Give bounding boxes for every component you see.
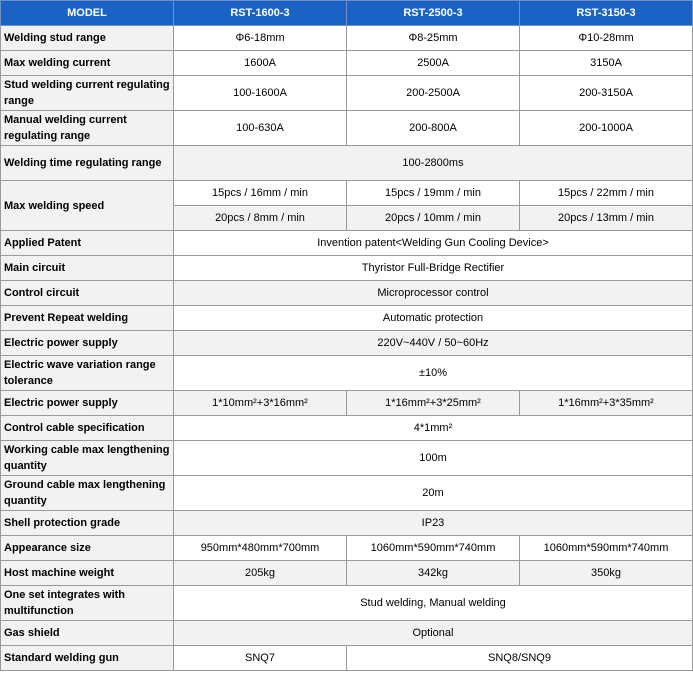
cell: 1060mm*590mm*740mm <box>347 536 520 561</box>
row-label: Max welding speed <box>1 181 174 231</box>
row-label: Manual welding current regulating range <box>1 111 174 146</box>
row-power-cable <box>1 391 693 416</box>
cell: 15pcs / 16mm / min <box>174 181 347 206</box>
row-label: Max welding current <box>1 51 174 76</box>
cell: IP23 <box>174 511 693 536</box>
row-appearance <box>1 536 693 561</box>
row-main-circuit <box>1 256 693 281</box>
cell: 1*16mm²+3*35mm² <box>520 391 693 416</box>
cell: 100-2800ms <box>174 146 693 181</box>
cell: 200-1000A <box>520 111 693 146</box>
cell: 1060mm*590mm*740mm <box>520 536 693 561</box>
row-label: Ground cable max lengthening quantity <box>1 476 174 511</box>
cell: 20pcs / 13mm / min <box>520 206 693 231</box>
cell: 200-2500A <box>347 76 520 111</box>
cell: Φ6-18mm <box>174 26 347 51</box>
cell: ±10% <box>174 356 693 391</box>
cell: 200-3150A <box>520 76 693 111</box>
cell: 3150A <box>520 51 693 76</box>
cell: Φ8-25mm <box>347 26 520 51</box>
row-welding-gun <box>1 646 693 671</box>
row-stud-range <box>1 26 693 51</box>
cell: 2500A <box>347 51 520 76</box>
cell: Invention patent<Welding Gun Cooling Device> <box>174 231 693 256</box>
cell: 220V~440V / 50~60Hz <box>174 331 693 356</box>
row-power-supply <box>1 331 693 356</box>
cell: Thyristor Full-Bridge Rectifier <box>174 256 693 281</box>
cell: 4*1mm² <box>174 416 693 441</box>
row-stud-current-range <box>1 76 693 111</box>
row-label: Control cable specification <box>1 416 174 441</box>
row-shell-grade <box>1 511 693 536</box>
row-label: Working cable max lengthening quantity <box>1 441 174 476</box>
row-label: Appearance size <box>1 536 174 561</box>
cell: 20m <box>174 476 693 511</box>
row-label: Welding stud range <box>1 26 174 51</box>
row-label: Shell protection grade <box>1 511 174 536</box>
cell: 205kg <box>174 561 347 586</box>
row-label: Electric power supply <box>1 331 174 356</box>
row-label: Electric wave variation range tolerance <box>1 356 174 391</box>
row-label: Electric power supply <box>1 391 174 416</box>
cell: 342kg <box>347 561 520 586</box>
cell: 1*10mm²+3*16mm² <box>174 391 347 416</box>
row-label: Host machine weight <box>1 561 174 586</box>
cell: 950mm*480mm*700mm <box>174 536 347 561</box>
cell: 20pcs / 8mm / min <box>174 206 347 231</box>
row-label: Control circuit <box>1 281 174 306</box>
row-patent <box>1 231 693 256</box>
cell: SNQ7 <box>174 646 347 671</box>
header-row <box>1 1 693 26</box>
cell: Automatic protection <box>174 306 693 331</box>
cell: Stud welding, Manual welding <box>174 586 693 621</box>
header-model-3: RST-3150-3 <box>520 1 693 26</box>
row-label: Main circuit <box>1 256 174 281</box>
row-label: Applied Patent <box>1 231 174 256</box>
row-label: Standard welding gun <box>1 646 174 671</box>
cell: Φ10-28mm <box>520 26 693 51</box>
row-control-cable <box>1 416 693 441</box>
row-label: Welding time regulating range <box>1 146 174 181</box>
row-welding-time <box>1 146 693 181</box>
cell: 15pcs / 22mm / min <box>520 181 693 206</box>
cell: 1600A <box>174 51 347 76</box>
row-label: One set integrates with multifunction <box>1 586 174 621</box>
cell: 200-800A <box>347 111 520 146</box>
row-ground-cable <box>1 476 693 511</box>
cell: 100-630A <box>174 111 347 146</box>
row-prevent-repeat <box>1 306 693 331</box>
row-multifunction <box>1 586 693 621</box>
row-weight <box>1 561 693 586</box>
header-model: MODEL <box>1 1 174 26</box>
row-control-circuit <box>1 281 693 306</box>
cell: 350kg <box>520 561 693 586</box>
header-model-1: RST-1600-3 <box>174 1 347 26</box>
cell: 20pcs / 10mm / min <box>347 206 520 231</box>
cell: 100m <box>174 441 693 476</box>
row-label: Stud welding current regulating range <box>1 76 174 111</box>
cell: Optional <box>174 621 693 646</box>
row-working-cable <box>1 441 693 476</box>
row-label: Gas shield <box>1 621 174 646</box>
row-gas-shield <box>1 621 693 646</box>
cell: Microprocessor control <box>174 281 693 306</box>
row-label: Prevent Repeat welding <box>1 306 174 331</box>
cell: 1*16mm²+3*25mm² <box>347 391 520 416</box>
row-max-current <box>1 51 693 76</box>
row-manual-current-range <box>1 111 693 146</box>
row-max-speed-1 <box>1 181 693 206</box>
cell: 15pcs / 19mm / min <box>347 181 520 206</box>
header-model-2: RST-2500-3 <box>347 1 520 26</box>
row-wave-tolerance <box>1 356 693 391</box>
cell: 100-1600A <box>174 76 347 111</box>
cell: SNQ8/SNQ9 <box>347 646 693 671</box>
